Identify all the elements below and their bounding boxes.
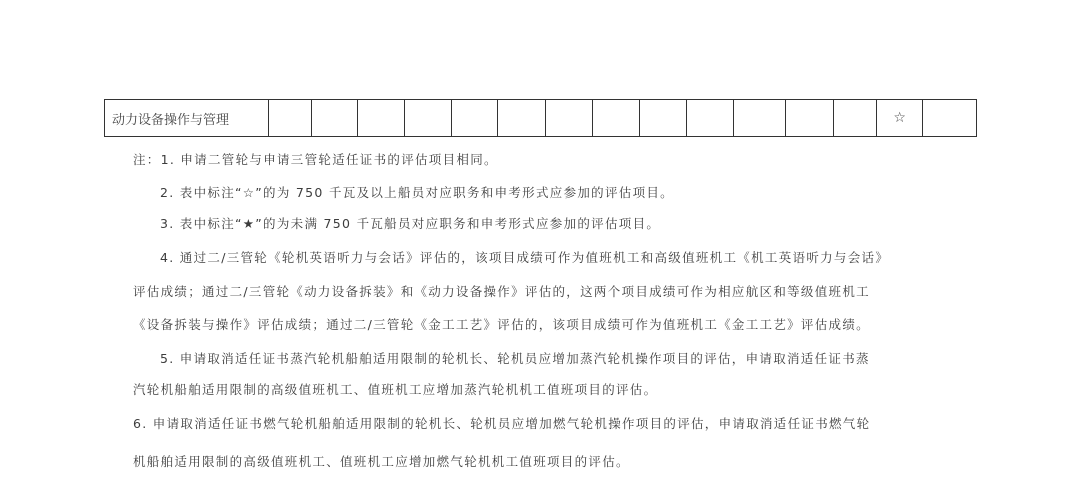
row-label-cell: 动力设备操作与管理 [112,112,230,128]
table-cell [268,100,311,136]
note-line-5: 评估成绩；通过二/三管轮《动力设备拆装》和《动力设备操作》评估的，这两个项目成绩可作为相应航区和等级值班机工 [133,284,870,299]
note-line-1: 注：1. 申请二管轮与申请三管轮适任证书的评估项目相同。 [133,152,498,167]
note-line-10: 机船舶适用限制的高级值班机工、值班机工应增加燃气轮机机工值班项目的评估。 [133,454,630,469]
table-cell [404,100,451,136]
table-cell [733,100,785,136]
table-cell [545,100,593,136]
note-line-6: 《设备拆装与操作》评估成绩；通过二/三管轮《金工工艺》评估的，该项目成绩可作为值班机工《金工工艺》评估成绩。 [133,317,870,332]
note-line-7: 5. 申请取消适任证书蒸汽轮机船舶适用限制的轮机长、轮机员应增加蒸汽轮机操作项目的评估，申请取消适任证书蒸 [160,351,870,366]
table-cell [497,100,545,136]
assessment-table-row [104,99,977,137]
table-cell [833,100,876,136]
table-cell [311,100,357,136]
note-line-9: 6. 申请取消适任证书燃气轮机船舶适用限制的轮机长、轮机员应增加燃气轮机操作项目的评估，申请取消适任证书燃气轮 [133,416,871,431]
star-outline-cell: ☆ [876,100,922,136]
note-line-2: 2. 表中标注“☆”的为 750 千瓦及以上船员对应职务和申考形式应参加的评估项目。 [160,185,674,200]
table-cell [357,100,404,136]
table-cell [686,100,733,136]
table-cell [592,100,639,136]
note-line-8: 汽轮机船舶适用限制的高级值班机工、值班机工应增加蒸汽轮机机工值班项目的评估。 [133,382,658,397]
note-line-4: 4. 通过二/三管轮《轮机英语听力与会话》评估的，该项目成绩可作为值班机工和高级值班机工《机工英语听力与会话》 [160,250,890,265]
table-cell [785,100,833,136]
table-cell [639,100,686,136]
note-line-3: 3. 表中标注“★”的为未满 750 千瓦船员对应职务和申考形式应参加的评估项目。 [160,216,661,231]
table-cell [922,100,976,136]
table-cell [451,100,497,136]
